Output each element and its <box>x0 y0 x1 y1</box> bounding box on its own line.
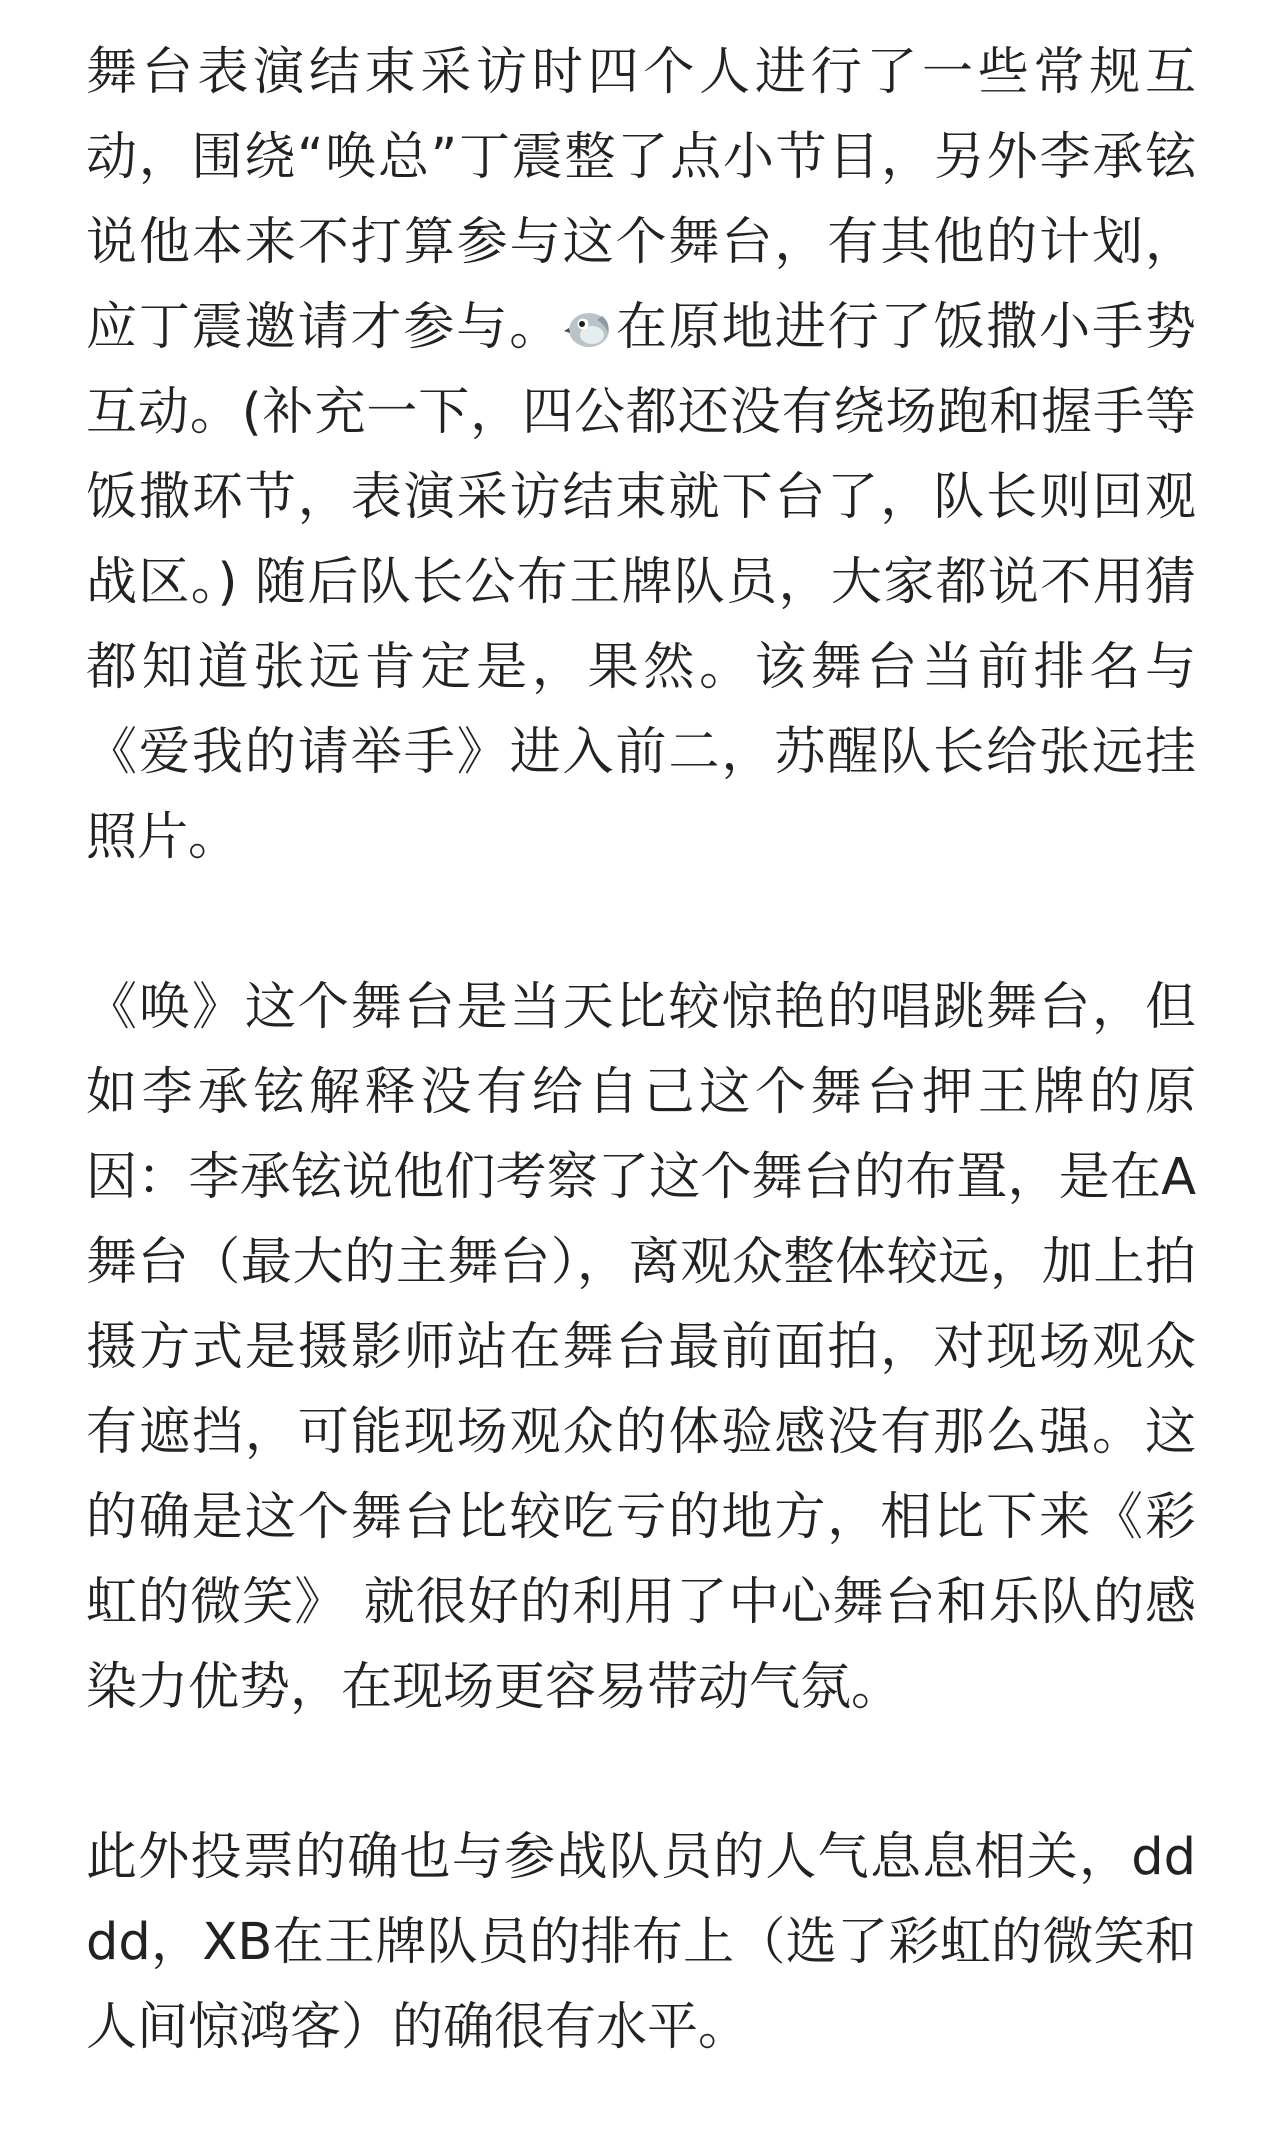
paragraph-spacer <box>86 880 1196 965</box>
paragraph-spacer <box>86 1730 1196 1815</box>
bird-emoji-icon <box>564 306 612 350</box>
paragraph-1-text-start: 舞台表演结束采访时四个人进行了一些常规互动，围绕“唤总”丁震整了点小节目，另外李承铉说他本来不打算参与这个舞台，有其他的计划，应丁震邀请才参与。 <box>86 43 1196 357</box>
article-body <box>86 30 1196 2070</box>
paragraph-3: 此外投票的确也与参战队员的人气息息相关，dddd，XB在王牌队员的排布上（选了彩虹的微笑和人间惊鸿客）的确很有水平。 <box>86 1828 1196 2057</box>
paragraph-2: 《唤》这个舞台是当天比较惊艳的唱跳舞台，但如李承铉解释没有给自己这个舞台押王牌的原因：李承铉说他们考察了这个舞台的布置，是在A舞台（最大的主舞台），离观众整体较远，加上拍摄方式是摄影师站在舞台最前面拍，对现场观众有遮挡，可能现场观众的体验感没有那么强。这的确是这个舞台比较吃亏的地方，相比下来《彩虹的微笑》 就很好的利用了中心舞台和乐队的感染力优势，在现场更容易带动气氛。 <box>86 978 1196 1717</box>
paragraph-1-text-end: 在原地进行了饭撒小手势互动。(补充一下，四公都还没有绕场跑和握手等饭撒环节，表演采访结束就下台了，队长则回观战区。) 随后队长公布王牌队员，大家都说不用猜都知道张远肯定是，果然。该舞台当前排名与《爱我的请举手》进入前二，苏醒队长给张远挂照片。 <box>86 298 1196 867</box>
paragraph-1 <box>86 30 1196 880</box>
